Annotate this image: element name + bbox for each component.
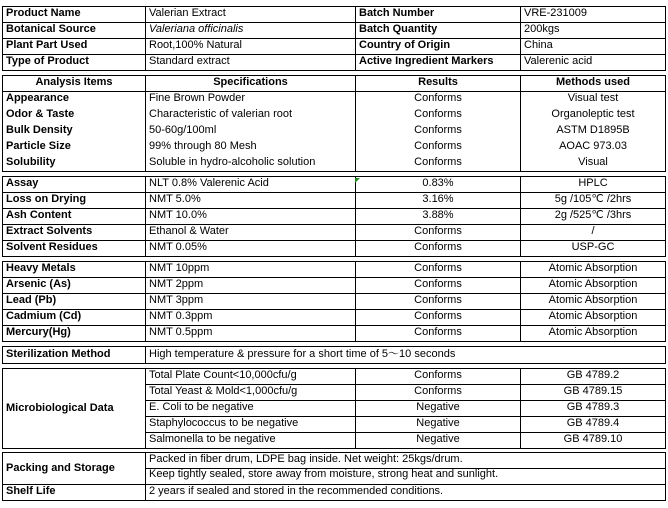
result-value: Conforms — [355, 368, 520, 384]
item-label: Heavy Metals — [2, 261, 145, 277]
spec-value: 99% through 80 Mesh — [145, 139, 355, 155]
table-row — [2, 293, 666, 309]
spec-value: NLT 0.8% Valerenic Acid — [145, 176, 355, 192]
result-value: Conforms — [355, 384, 520, 400]
method-value: Atomic Absorption — [520, 325, 666, 341]
table-row — [2, 155, 666, 171]
sterilization-value: High temperature & pressure for a short time of 5～10 seconds — [145, 346, 666, 363]
active-markers-value: Valerenic acid — [520, 54, 666, 70]
column-header-specifications: Specifications — [145, 75, 355, 91]
spec-value: NMT 10ppm — [145, 261, 355, 277]
result-value: 3.88% — [355, 208, 520, 224]
method-value: / — [520, 224, 666, 240]
header-row — [2, 54, 666, 70]
spec-value: NMT 0.3ppm — [145, 309, 355, 325]
method-value: Visual — [520, 155, 666, 171]
spec-value: Soluble in hydro-alcoholic solution — [145, 155, 355, 171]
shelf-life-label: Shelf Life — [2, 484, 145, 500]
table-row — [2, 176, 666, 192]
method-value: HPLC — [520, 176, 666, 192]
batch-quantity-value: 200kgs — [520, 22, 666, 38]
product-name-value: Valerian Extract — [145, 6, 355, 22]
spec-value: NMT 10.0% — [145, 208, 355, 224]
result-value: Conforms — [355, 224, 520, 240]
item-label: Cadmium (Cd) — [2, 309, 145, 325]
product-name-label: Product Name — [2, 6, 145, 22]
result-value: Negative — [355, 416, 520, 432]
item-label: Loss on Drying — [2, 192, 145, 208]
item-label: Extract Solvents — [2, 224, 145, 240]
header-row — [2, 6, 666, 22]
column-header-items: Analysis Items — [2, 75, 145, 91]
method-value: ASTM D1895B — [520, 123, 666, 139]
method-value: USP-GC — [520, 240, 666, 256]
spec-value: NMT 0.05% — [145, 240, 355, 256]
spec-value: E. Coli to be negative — [145, 400, 355, 416]
active-markers-label: Active Ingredient Markers — [355, 54, 520, 70]
spec-value: NMT 5.0% — [145, 192, 355, 208]
result-value: Conforms — [355, 309, 520, 325]
method-value: GB 4789.2 — [520, 368, 666, 384]
item-label: Assay — [2, 176, 145, 192]
method-value: Organoleptic test — [520, 107, 666, 123]
spec-value: Staphylococcus to be negative — [145, 416, 355, 432]
header-row — [2, 38, 666, 54]
method-value: 2g /525℃ /3hrs — [520, 208, 666, 224]
spec-value: Ethanol & Water — [145, 224, 355, 240]
column-header-methods: Methods used — [520, 75, 666, 91]
country-origin-value: China — [520, 38, 666, 54]
table-row — [2, 107, 666, 123]
result-value: Conforms — [355, 293, 520, 309]
item-label: Solvent Residues — [2, 240, 145, 256]
item-label: Odor & Taste — [2, 107, 145, 123]
table-column-headers — [2, 75, 666, 91]
shelf-life-row — [2, 484, 666, 500]
table-row — [145, 384, 666, 400]
method-value: GB 4789.3 — [520, 400, 666, 416]
result-value: Conforms — [355, 155, 520, 171]
spec-value: Fine Brown Powder — [145, 91, 355, 107]
product-type-value: Standard extract — [145, 54, 355, 70]
spec-value: Total Yeast & Mold<1,000cfu/g — [145, 384, 355, 400]
table-row — [145, 416, 666, 432]
item-label: Ash Content — [2, 208, 145, 224]
batch-number-label: Batch Number — [355, 6, 520, 22]
item-label: Lead (Pb) — [2, 293, 145, 309]
comment-marker-icon — [355, 178, 360, 183]
spec-value: NMT 3ppm — [145, 293, 355, 309]
method-value: GB 4789.15 — [520, 384, 666, 400]
result-value: Negative — [355, 432, 520, 448]
batch-quantity-label: Batch Quantity — [355, 22, 520, 38]
microbiological-label: Microbiological Data — [2, 368, 145, 448]
item-label: Particle Size — [2, 139, 145, 155]
result-value: Conforms — [355, 91, 520, 107]
batch-number-value: VRE-231009 — [520, 6, 666, 22]
plant-part-label: Plant Part Used — [2, 38, 145, 54]
result-value: 3.16% — [355, 192, 520, 208]
table-row — [2, 309, 666, 325]
table-row — [2, 123, 666, 139]
spec-value: Salmonella to be negative — [145, 432, 355, 448]
table-row — [2, 240, 666, 256]
table-row — [2, 91, 666, 107]
spec-value: 50-60g/100ml — [145, 123, 355, 139]
table-row — [2, 208, 666, 224]
header-row — [2, 22, 666, 38]
result-value: 0.83% — [355, 176, 520, 192]
result-value: Conforms — [355, 240, 520, 256]
method-value: GB 4789.4 — [520, 416, 666, 432]
item-label: Solubility — [2, 155, 145, 171]
method-value: Atomic Absorption — [520, 309, 666, 325]
shelf-life-value: 2 years if sealed and stored in the recommended conditions. — [145, 484, 666, 500]
plant-part-value: Root,100% Natural — [145, 38, 355, 54]
result-value: Conforms — [355, 261, 520, 277]
column-header-results: Results — [355, 75, 520, 91]
spec-value: NMT 0.5ppm — [145, 325, 355, 341]
method-value: Atomic Absorption — [520, 261, 666, 277]
botanical-source-label: Botanical Source — [2, 22, 145, 38]
packing-line-1: Packed in fiber drum, LDPE bag inside. Net weight: 25kgs/drum. — [149, 453, 463, 465]
table-row — [2, 261, 666, 277]
result-value: Conforms — [355, 325, 520, 341]
method-value: Atomic Absorption — [520, 277, 666, 293]
result-value: Conforms — [355, 107, 520, 123]
table-row — [2, 277, 666, 293]
method-value: GB 4789.10 — [520, 432, 666, 448]
table-row — [2, 192, 666, 208]
botanical-source-value: Valeriana officinalis — [145, 22, 355, 38]
item-label: Arsenic (As) — [2, 277, 145, 293]
method-value: AOAC 973.03 — [520, 139, 666, 155]
spec-value: Total Plate Count<10,000cfu/g — [145, 368, 355, 384]
result-value: Conforms — [355, 277, 520, 293]
country-origin-label: Country of Origin — [355, 38, 520, 54]
table-row — [2, 325, 666, 341]
result-value: Conforms — [355, 123, 520, 139]
item-label: Mercury(Hg) — [2, 325, 145, 341]
packing-label: Packing and Storage — [2, 452, 145, 484]
method-value: Atomic Absorption — [520, 293, 666, 309]
sterilization-row — [2, 346, 666, 363]
table-row — [145, 432, 666, 448]
method-value: Visual test — [520, 91, 666, 107]
spec-value: Characteristic of valerian root — [145, 107, 355, 123]
table-row — [2, 139, 666, 155]
packing-line-2: Keep tightly sealed, store away from moisture, strong heat and sunlight. — [149, 468, 499, 480]
product-type-label: Type of Product — [2, 54, 145, 70]
result-value: Negative — [355, 400, 520, 416]
result-value: Conforms — [355, 139, 520, 155]
spec-value: NMT 2ppm — [145, 277, 355, 293]
table-row — [145, 400, 666, 416]
table-row — [2, 224, 666, 240]
method-value: 5g /105℃ /2hrs — [520, 192, 666, 208]
item-label: Appearance — [2, 91, 145, 107]
sterilization-label: Sterilization Method — [2, 346, 145, 363]
table-row — [145, 368, 666, 384]
item-label: Bulk Density — [2, 123, 145, 139]
